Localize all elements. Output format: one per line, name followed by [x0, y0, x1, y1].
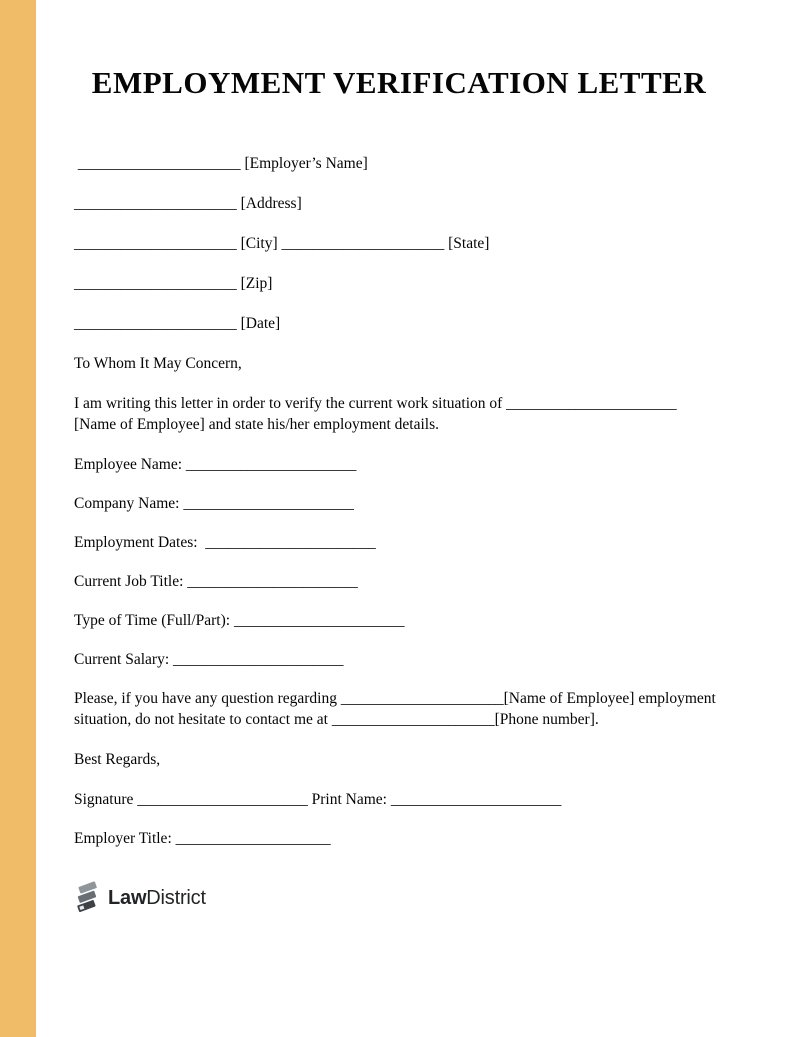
wordmark-district: District: [146, 887, 206, 910]
zip-line: _____________________ [Zip]: [74, 275, 273, 293]
city-state-line: _____________________ [City] _____________________ [State]: [74, 235, 490, 253]
field-company-name: Company Name: ______________________: [74, 495, 354, 513]
contact-paragraph-line-2: situation, do not hesitate to contact me at _____________________[Phone number].: [74, 711, 599, 729]
wordmark-law: Law: [108, 887, 147, 910]
lawdistrict-logo: [74, 883, 724, 913]
employer-title-line: Employer Title: ____________________: [74, 830, 331, 848]
date-line: _____________________ [Date]: [74, 315, 281, 333]
intro-paragraph-line-2: [Name of Employee] and state his/her employment details.: [74, 416, 439, 434]
field-employee-name: Employee Name: ______________________: [74, 456, 357, 474]
field-type-of-time: Type of Time (Full/Part): ______________________: [74, 612, 405, 630]
field-current-job-title: Current Job Title: ______________________: [74, 573, 358, 591]
closing-line: Best Regards,: [74, 751, 161, 769]
letter-body: [36, 0, 800, 1037]
address-line: _____________________ [Address]: [74, 195, 302, 213]
employer-name-line: _____________________ [Employer’s Name]: [74, 155, 368, 173]
salutation: To Whom It May Concern,: [74, 355, 242, 373]
lawdistrict-stacked-books-icon: [74, 883, 103, 913]
left-accent-bar: [0, 0, 36, 1037]
lawdistrict-wordmark: [108, 883, 206, 913]
field-current-salary: Current Salary: ______________________: [74, 651, 344, 669]
page-title: EMPLOYMENT VERIFICATION LETTER: [91, 65, 707, 100]
field-employment-dates: Employment Dates: ______________________: [74, 534, 376, 552]
intro-paragraph-line-1: I am writing this letter in order to verify the current work situation of ______________________: [74, 395, 677, 413]
contact-paragraph-line-1: Please, if you have any question regarding _____________________[Name of Employee] employment: [74, 690, 716, 708]
signature-print-name-line: Signature ______________________ Print Name: ______________________: [74, 791, 562, 809]
